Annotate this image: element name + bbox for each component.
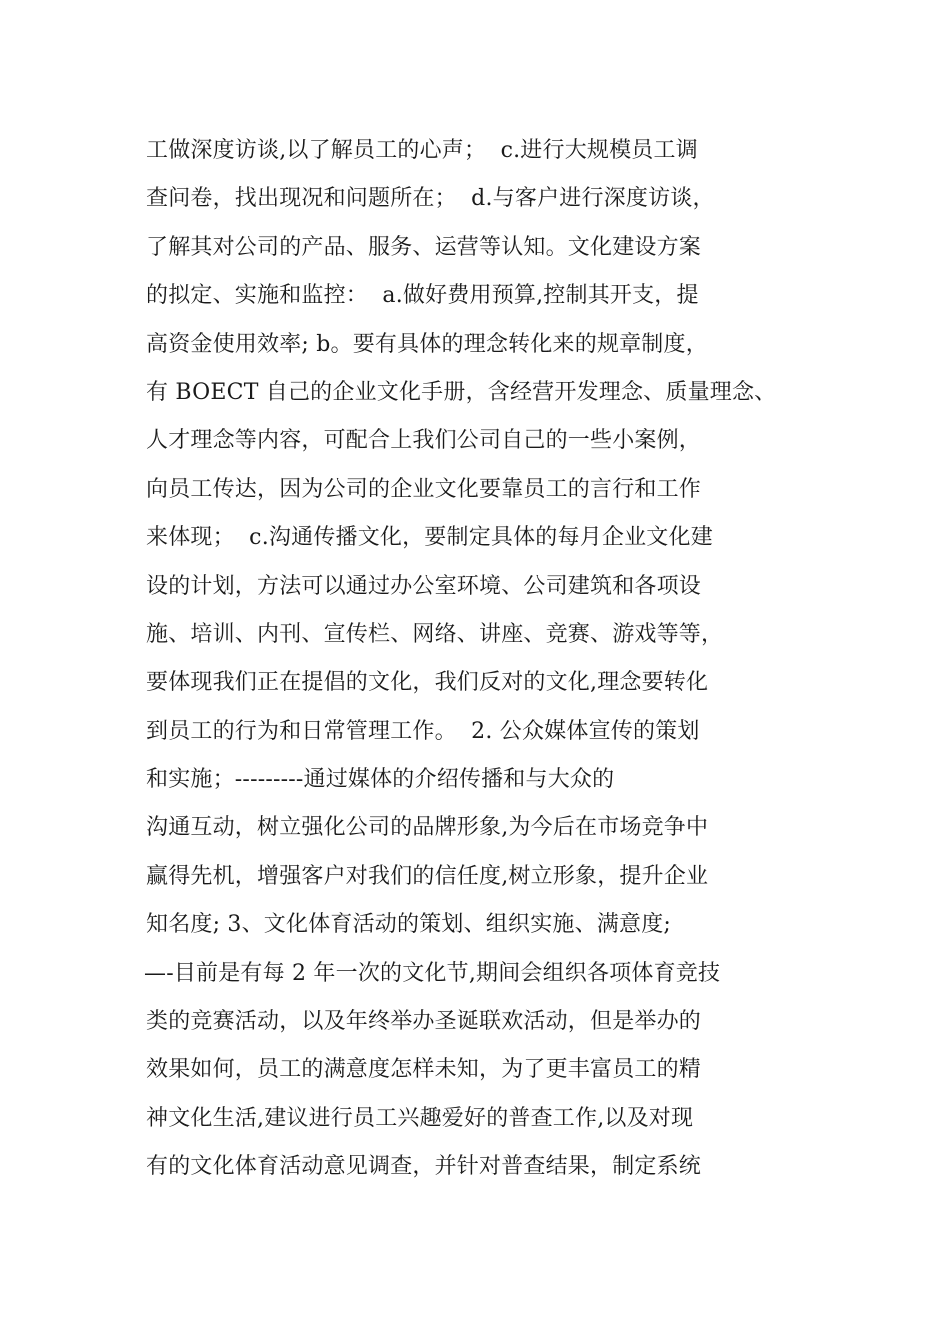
text-line: 赢得先机，增强客户对我们的信任度,树立形象，提升企业 (146, 863, 709, 889)
text-line: 沟通互动，树立强化公司的品牌形象,为今后在市场竞争中 (146, 815, 709, 841)
text-line: 来体现； c.沟通传播文化，要制定具体的每月企业文化建 (146, 525, 713, 551)
text-line: 有的文化体育活动意见调查，并针对普查结果，制定系统 (146, 1154, 702, 1180)
text-line: 要体现我们正在提倡的文化，我们反对的文化,理念要转化 (146, 670, 709, 696)
body-text (146, 131, 836, 1196)
text-line: 神文化生活,建议进行员工兴趣爱好的普查工作,以及对现 (146, 1105, 694, 1131)
text-line: 知名度; 3、文化体育活动的策划、组织实施、满意度; (146, 912, 672, 938)
text-line: 向员工传达，因为公司的企业文化要靠员工的言行和工作 (146, 476, 702, 502)
text-line: 查问卷，找出现况和问题所在； d.与客户进行深度访谈， (146, 186, 715, 212)
text-line: 施、培训、内刊、宣传栏、网络、讲座、竞赛、游戏等等， (146, 621, 724, 647)
text-line: 工做深度访谈,以了解员工的心声； c.进行大规模员工调 (146, 138, 698, 163)
text-line: 高资金使用效率; b。要有具体的理念转化来的规章制度， (146, 331, 708, 357)
text-line: 类的竞赛活动，以及年终举办圣诞联欢活动，但是举办的 (146, 1009, 702, 1035)
text-line: 了解其对公司的产品、服务、运营等认知。文化建设方案 (146, 234, 702, 260)
text-line: —-目前是有每 2 年一次的文化节,期间会组织各项体育竞技 (144, 960, 721, 986)
text-line: 效果如何，员工的满意度怎样未知，为了更丰富员工的精 (146, 1057, 702, 1083)
text-line: 人才理念等内容，可配合上我们公司自己的一些小案例， (146, 428, 702, 454)
text-line: 到员工的行为和日常管理工作。 2. 公众媒体宣传的策划 (146, 718, 700, 744)
text-line: 设的计划，方法可以通过办公室环境、公司建筑和各项设 (146, 573, 702, 599)
text-line: 和实施；---------通过媒体的介绍传播和与大众的 (146, 767, 615, 793)
text-line: 的拟定、实施和监控： a.做好费用预算,控制其开支，提 (146, 283, 699, 309)
text-line: 有 BOECT 自己的企业文化手册，含经营开发理念、质量理念、 (146, 379, 777, 405)
